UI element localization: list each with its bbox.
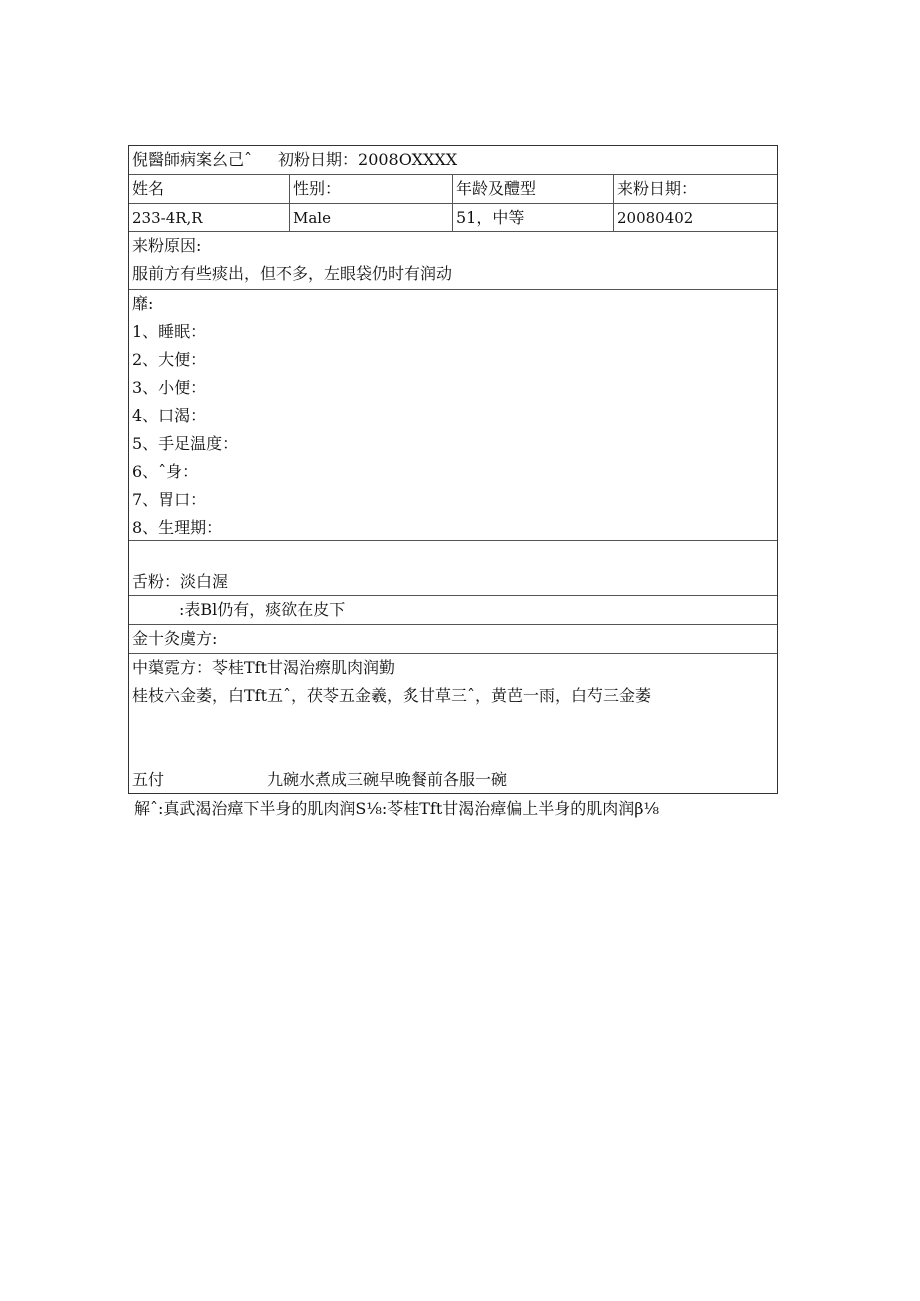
inquiry-item-thirst: 4、口渴： — [132, 406, 207, 425]
record-title: 倪醫師病案幺己ˆ — [132, 150, 253, 169]
inquiry-item-limb-temp: 5、手足温度： — [132, 434, 239, 453]
pulse-row: :表Bl仍有，痰欲在皮下 — [129, 595, 777, 624]
first-visit-date: 初粉日期：2008OXXXX — [278, 150, 458, 169]
prescription-doses: 五付 — [132, 770, 165, 789]
value-visit-date: 20080402 — [613, 204, 777, 231]
inquiry-item-urine: 3、小便： — [132, 378, 207, 397]
label-name: 姓名 — [132, 179, 165, 198]
inquiry-label: 靡: — [132, 294, 154, 313]
inquiry-item-period: 8、生理期： — [132, 518, 223, 537]
label-visit-date: 来粉日期： — [613, 175, 777, 203]
label-age-build: 年龄及醴型 — [452, 175, 613, 203]
patient-labels-row — [129, 174, 777, 203]
tongue-section — [129, 540, 777, 595]
complaint-label: 来粉原因: — [132, 236, 202, 255]
formula-header-row: 金十灸虞方: — [129, 624, 777, 653]
tongue-text: 舌粉：淡白渥 — [132, 572, 229, 591]
inquiry-item-sleep: 1、睡眠： — [132, 322, 207, 341]
patient-values-row — [129, 203, 777, 231]
header-row — [129, 146, 777, 174]
inquiry-section — [129, 289, 777, 540]
value-name: 233-4R,R — [132, 209, 203, 227]
complaint-text: 服前方有些痰出，但不多，左眼袋仍时有润动 — [132, 264, 453, 283]
prescription-title: 中蕖霓方：苓桂Tft甘渴治瘵肌肉润勤 — [132, 658, 396, 677]
prescription-instructions: 九碗水煮成三碗早晚餐前各服一碗 — [267, 770, 508, 789]
footnote: 解ˆ:真武渴治瘴下半身的肌肉润S⅛:苓桂Tft甘渴治瘴偏上半身的肌肉润β⅛ — [134, 799, 660, 818]
value-sex: Male — [289, 204, 452, 231]
prescription-section — [129, 653, 777, 793]
inquiry-item-appetite: 7、胃口： — [132, 490, 207, 509]
value-age-build: 51，中等 — [452, 204, 613, 231]
inquiry-item-stool: 2、大便： — [132, 350, 207, 369]
prescription-dosage-line — [129, 766, 777, 794]
prescription-ingredients: 桂枝六金萎，白Tft五ˆ，茯苓五金羲，炙甘草三ˆ，黄芭一雨，白芍三金萎 — [132, 686, 652, 705]
complaint-section — [129, 231, 777, 289]
label-sex: 性别： — [289, 175, 452, 203]
case-record-table — [128, 145, 778, 794]
inquiry-item-sweat: 6、ˆ身： — [132, 462, 199, 481]
